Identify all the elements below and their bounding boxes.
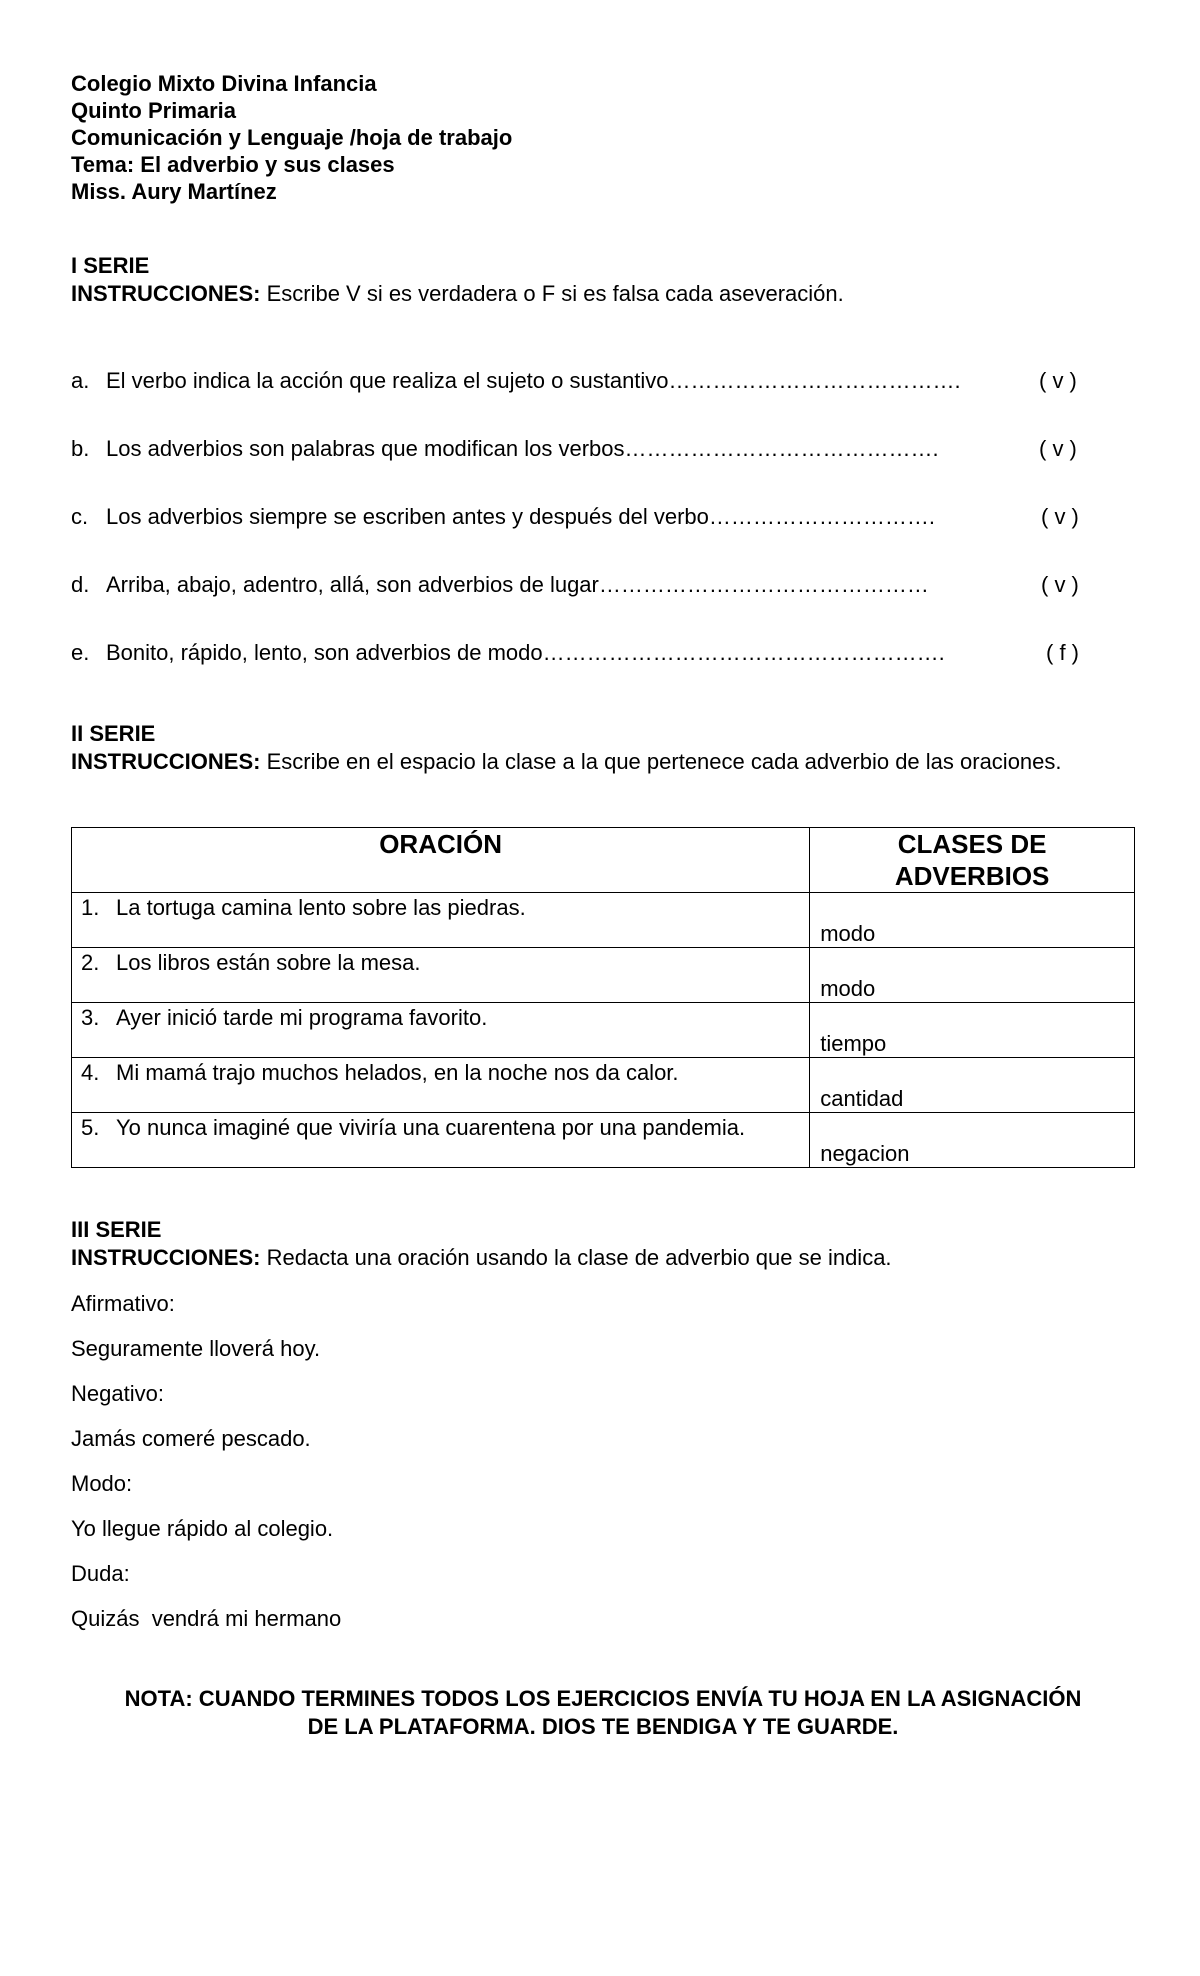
item-statement: Los adverbios son palabras que modifican los verbos…………………………………….: [106, 436, 939, 461]
clase-cell: [810, 948, 1135, 1003]
header-clases-line2: ADVERBIOS: [894, 861, 1050, 891]
row-sentence: Los libros están sobre la mesa.: [116, 950, 421, 975]
item-statement: Los adverbios siempre se escriben antes y después del verbo………………………….: [106, 504, 936, 529]
serie-2-section: [71, 720, 1135, 776]
row-answer: cantidad: [820, 1086, 904, 1111]
item-letter: b.: [71, 436, 90, 461]
label-duda: Duda:: [71, 1561, 130, 1586]
row-answer: modo: [820, 921, 876, 946]
serie-1-title: I SERIE: [71, 253, 150, 278]
serie-1-instructions: [71, 279, 1135, 308]
oracion-cell: [72, 1003, 810, 1058]
worksheet-page: [71, 70, 1135, 1739]
item-letter: a.: [71, 368, 90, 393]
table-header-row: [72, 828, 1135, 893]
note-line-2: DE LA PLATAFORMA. DIOS TE BENDIGA Y TE GUARDE.: [307, 1714, 899, 1739]
row-number: 3.: [81, 1005, 100, 1030]
clase-cell: [810, 1113, 1135, 1168]
instructions-text: Escribe V si es verdadera o F si es falsa cada aseveración.: [260, 281, 844, 306]
item-statement: Bonito, rápido, lento, son adverbios de modo……………………………………………….: [106, 640, 945, 665]
item-answer: ( v ): [1041, 504, 1079, 529]
row-number: 1.: [81, 895, 100, 920]
header-oracion: ORACIÓN: [72, 828, 810, 893]
serie-3-instructions: [71, 1243, 1135, 1272]
instructions-label: INSTRUCCIONES:: [71, 1245, 261, 1270]
instructions-text: Escribe en el espacio la clase a la que pertenece cada adverbio de las oraciones.: [260, 749, 1062, 774]
item-answer: ( v ): [1041, 572, 1079, 597]
note-line-1: NOTA: CUANDO TERMINES TODOS LOS EJERCICIOS ENVÍA TU HOJA EN LA ASIGNACIÓN: [124, 1686, 1082, 1711]
serie-1-section: [71, 252, 1135, 308]
item-answer: ( f ): [1046, 640, 1079, 665]
row-answer: tiempo: [820, 1031, 887, 1056]
instructions-label: INSTRUCCIONES:: [71, 281, 261, 306]
oracion-cell: [72, 893, 810, 948]
answer-negativo: Jamás comeré pescado.: [71, 1426, 311, 1451]
instructions-text: Redacta una oración usando la clase de adverbio que se indica.: [260, 1245, 892, 1270]
row-sentence: Ayer inició tarde mi programa favorito.: [116, 1005, 488, 1030]
header-clases-line1: CLASES DE: [897, 829, 1047, 859]
answer-modo: Yo llegue rápido al colegio.: [71, 1516, 334, 1541]
row-number: 2.: [81, 950, 100, 975]
row-sentence: Mi mamá trajo muchos helados, en la noche nos da calor.: [116, 1060, 679, 1085]
grade-level: Quinto Primaria: [71, 98, 237, 123]
topic-title: Tema: El adverbio y sus clases: [71, 152, 395, 177]
row-answer: negacion: [820, 1141, 910, 1166]
serie-3-section: [71, 1216, 1135, 1272]
row-answer: modo: [820, 976, 876, 1001]
list-item: [71, 502, 1135, 532]
serie-2-title: II SERIE: [71, 721, 156, 746]
row-sentence: La tortuga camina lento sobre las piedras.: [116, 895, 526, 920]
adverb-classes-table: [71, 827, 1135, 1168]
list-item: [71, 434, 1135, 464]
subject-title: Comunicación y Lenguaje /hoja de trabajo: [71, 125, 513, 150]
answer-afirmativo: Seguramente lloverá hoy.: [71, 1336, 321, 1361]
label-negativo: Negativo:: [71, 1381, 164, 1406]
item-letter: c.: [71, 504, 89, 529]
oracion-cell: [72, 1058, 810, 1113]
table-row: [72, 1003, 1135, 1058]
answer-duda: Quizás vendrá mi hermano: [71, 1606, 342, 1631]
list-item: [71, 570, 1135, 600]
row-sentence: Yo nunca imaginé que viviría una cuarentena por una pandemia.: [116, 1115, 746, 1140]
school-name: Colegio Mixto Divina Infancia: [71, 71, 377, 96]
table-row: [72, 893, 1135, 948]
serie-3-title: III SERIE: [71, 1217, 162, 1242]
list-item: [71, 638, 1135, 668]
item-statement: El verbo indica la acción que realiza el sujeto o sustantivo………………………………….: [106, 368, 961, 393]
oracion-cell: [72, 1113, 810, 1168]
clase-cell: [810, 1003, 1135, 1058]
header-clases: [810, 828, 1135, 893]
oracion-cell: [72, 948, 810, 1003]
clase-cell: [810, 1058, 1135, 1113]
label-afirmativo: Afirmativo:: [71, 1291, 175, 1316]
closing-note: [71, 1685, 1135, 1741]
row-number: 4.: [81, 1060, 100, 1085]
table-row: [72, 1058, 1135, 1113]
item-letter: d.: [71, 572, 90, 597]
list-item: [71, 366, 1135, 396]
item-statement: Arriba, abajo, adentro, allá, son adverbios de lugar………………………………………: [106, 572, 929, 597]
item-letter: e.: [71, 640, 90, 665]
item-answer: ( v ): [1039, 368, 1077, 393]
label-modo: Modo:: [71, 1471, 133, 1496]
item-answer: ( v ): [1039, 436, 1077, 461]
document-header: [71, 70, 1135, 205]
clase-cell: [810, 893, 1135, 948]
serie-2-instructions: [71, 747, 1135, 776]
teacher-name: Miss. Aury Martínez: [71, 179, 277, 204]
row-number: 5.: [81, 1115, 100, 1140]
instructions-label: INSTRUCCIONES:: [71, 749, 261, 774]
table-row: [72, 948, 1135, 1003]
table-row: [72, 1113, 1135, 1168]
